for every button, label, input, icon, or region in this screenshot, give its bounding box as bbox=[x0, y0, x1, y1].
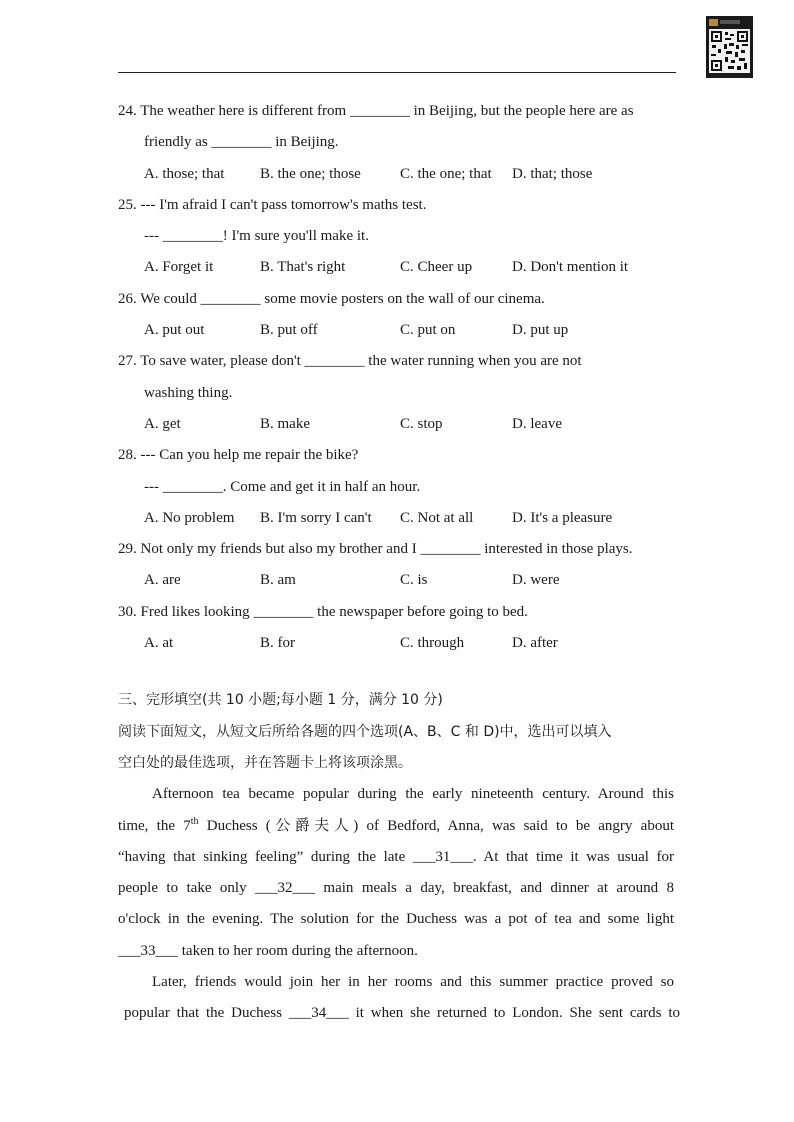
passage-line: o'clock in the evening. The solution for the Duchess was a pot of tea and some light bbox=[118, 911, 674, 928]
option-c: C. Not at all bbox=[400, 509, 474, 526]
question-text: The weather here is different from ________ in Beijing, but the people here are as bbox=[140, 103, 634, 119]
question-text-continued: --- ________! I'm sure you'll make it. bbox=[144, 228, 369, 245]
options-25 bbox=[118, 252, 678, 283]
option-c: C. put on bbox=[400, 322, 456, 339]
option-d: D. after bbox=[512, 635, 558, 652]
question-text-continued: friendly as ________ in Beijing. bbox=[144, 134, 339, 151]
question-number: 25. bbox=[118, 196, 137, 213]
question-number: 30. bbox=[118, 603, 137, 620]
option-a: A. Forget it bbox=[144, 259, 214, 276]
question-28 bbox=[118, 440, 678, 471]
exam-content bbox=[118, 96, 678, 1030]
qr-code bbox=[706, 16, 753, 78]
options-29 bbox=[118, 565, 678, 596]
question-text-continued: washing thing. bbox=[144, 384, 233, 401]
options-28 bbox=[118, 503, 678, 534]
option-b: B. the one; those bbox=[260, 165, 361, 182]
superscript: th bbox=[190, 815, 199, 827]
section-instruction: 阅读下面短文，从短文后所给各题的四个选项(A、B、C 和 D)中，选出可以填入 bbox=[118, 723, 612, 740]
question-text: --- I'm afraid I can't pass tomorrow's maths test. bbox=[140, 196, 427, 213]
option-a: A. put out bbox=[144, 322, 205, 339]
option-c: C. is bbox=[400, 572, 428, 589]
question-27 bbox=[118, 346, 678, 377]
question-30 bbox=[118, 597, 678, 628]
question-25 bbox=[118, 190, 678, 221]
option-a: A. at bbox=[144, 635, 174, 652]
passage-line: Later, friends would join her in her rooms and this summer practice proved so bbox=[152, 974, 674, 991]
option-a: A. No problem bbox=[144, 509, 235, 526]
question-text: Fred likes looking ________ the newspaper before going to bed. bbox=[140, 603, 528, 620]
passage-line bbox=[118, 811, 674, 842]
option-c: C. stop bbox=[400, 415, 443, 432]
question-text: Not only my friends but also my brother and I ________ interested in those plays. bbox=[140, 541, 633, 558]
passage-text: Duchess (公爵夫人) of Bedford, Anna, was said to be angry about bbox=[198, 817, 674, 834]
option-d: D. Don't mention it bbox=[512, 259, 629, 276]
section-gap bbox=[118, 659, 678, 685]
option-c: C. the one; that bbox=[400, 165, 492, 182]
question-text-continued: --- ________. Come and get it in half an hour. bbox=[144, 478, 421, 495]
section-heading: 三、完形填空(共 10 小题;每小题 1 分，满分 10 分) bbox=[118, 692, 443, 709]
question-29 bbox=[118, 534, 678, 565]
header-rule bbox=[118, 72, 676, 73]
option-d: D. put up bbox=[512, 322, 569, 339]
question-number: 27. bbox=[118, 353, 137, 370]
option-c: C. Cheer up bbox=[400, 259, 473, 276]
question-text: To save water, please don't ________ the water running when you are not bbox=[140, 353, 582, 370]
question-number: 29. bbox=[118, 541, 137, 558]
option-b: B. put off bbox=[260, 322, 318, 339]
option-b: B. I'm sorry I can't bbox=[260, 509, 372, 526]
question-24 bbox=[118, 96, 678, 127]
question-number: 24. bbox=[118, 103, 137, 119]
question-number: 28. bbox=[118, 447, 137, 464]
question-26 bbox=[118, 284, 678, 315]
option-b: B. make bbox=[260, 415, 310, 432]
options-30 bbox=[118, 628, 678, 659]
passage-line: people to take only ___32___ main meals a day, breakfast, and dinner at around 8 bbox=[118, 880, 674, 897]
passage-line: popular that the Duchess ___34___ it when she returned to London. She sent cards to bbox=[124, 1005, 680, 1022]
option-b: B. for bbox=[260, 635, 295, 652]
passage-line: “having that sinking feeling” during the late ___31___. At that time it was usual for bbox=[118, 848, 674, 865]
option-a: A. get bbox=[144, 415, 181, 432]
options-24 bbox=[118, 159, 678, 190]
question-number: 26. bbox=[118, 290, 137, 307]
option-d: D. were bbox=[512, 572, 560, 589]
option-b: B. am bbox=[260, 572, 296, 589]
passage-line: Afternoon tea became popular during the early nineteenth century. Around this bbox=[152, 786, 674, 803]
option-c: C. through bbox=[400, 635, 465, 652]
option-d: D. It's a pleasure bbox=[512, 509, 613, 526]
options-26 bbox=[118, 315, 678, 346]
question-text: We could ________ some movie posters on the wall of our cinema. bbox=[140, 290, 545, 307]
option-d: D. leave bbox=[512, 415, 562, 432]
passage-line: ___33___ taken to her room during the afternoon. bbox=[118, 942, 418, 959]
question-text: --- Can you help me repair the bike? bbox=[140, 447, 359, 464]
option-a: A. those; that bbox=[144, 165, 225, 182]
option-b: B. That's right bbox=[260, 259, 346, 276]
option-d: D. that; those bbox=[512, 165, 593, 182]
options-27 bbox=[118, 409, 678, 440]
section-instruction-continued: 空白处的最佳选项，并在答题卡上将该项涂黑。 bbox=[118, 754, 412, 771]
passage-text: time, the 7 bbox=[118, 817, 191, 834]
option-a: A. are bbox=[144, 572, 181, 589]
